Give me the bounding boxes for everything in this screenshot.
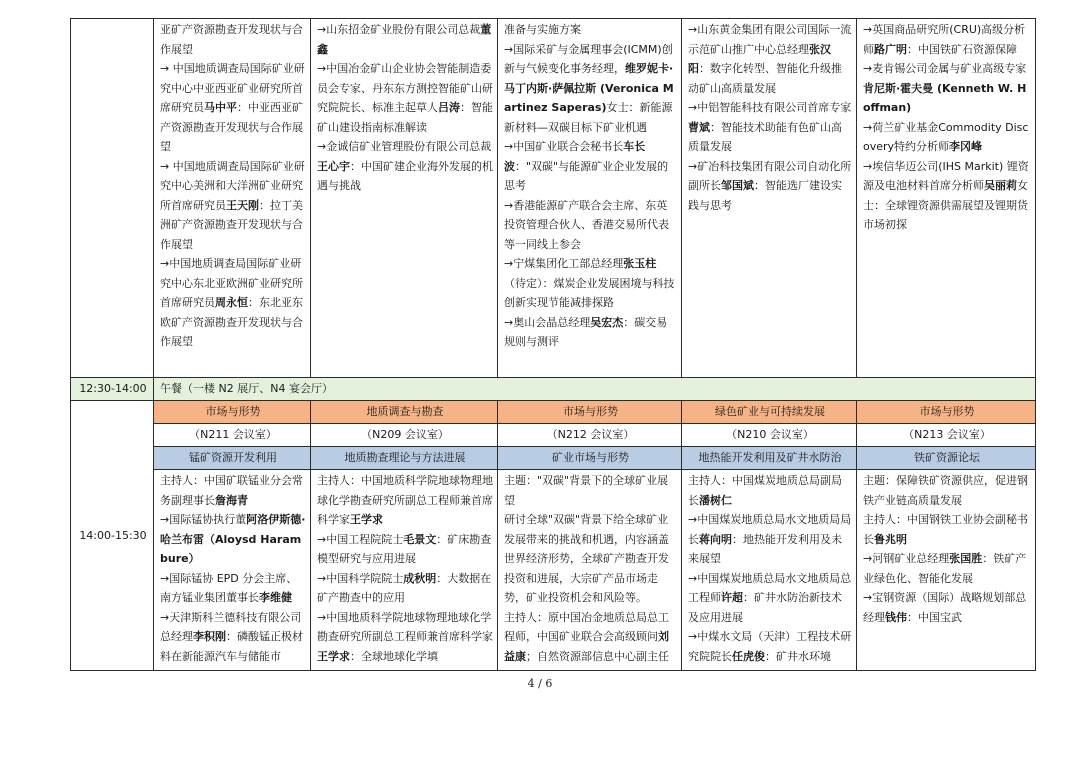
afternoon-content-row xyxy=(71,470,1036,671)
cell-text: ：智能选厂建设实践与思考 xyxy=(688,179,842,212)
cell-text: →中煤水文局（天津）工程技术研究院院长 xyxy=(688,630,852,663)
cell-text: （待定）：煤炭企业发展困境与科技创新实现节能减排探路 xyxy=(504,276,675,309)
time-cell-morning xyxy=(71,19,154,378)
cell-text: ：东北亚东欧矿产资源勘查开发现状与合作展望 xyxy=(160,296,303,348)
forum-row xyxy=(71,447,1036,470)
speaker-name: 成秋明 xyxy=(403,571,437,585)
cell-paragraph xyxy=(688,98,852,157)
page-number: 4 / 6 xyxy=(527,677,553,690)
lunch-time: 12:30-14:00 xyxy=(71,378,154,401)
speaker-name: 张汉阳 xyxy=(688,42,831,75)
cell-text: ：中国宝武 xyxy=(907,610,962,624)
cell-paragraph xyxy=(688,20,852,98)
cell-text: ：矿床勘查模型研究与应用进展 xyxy=(317,532,492,565)
room-label: （N213 会议室） xyxy=(857,424,1036,447)
speaker-name: 潘树仁 xyxy=(699,493,732,507)
cell-paragraph xyxy=(863,549,1031,588)
cell-text: 主持人：中国钢铁工业协会副秘书长 xyxy=(863,513,1028,546)
cell-text: 女士：全球锂资源供需展望及锂期货市场初探 xyxy=(863,179,1028,231)
cell-text: →国际采矿与金属理事会(ICMM)创新与气候变化事务经理， xyxy=(504,42,673,75)
speaker-name: 路广明 xyxy=(874,42,907,56)
cell-paragraph xyxy=(317,569,493,608)
cell-paragraph xyxy=(317,471,493,530)
speaker-name: 李维健 xyxy=(259,591,292,604)
cell-text: →宁煤集团化工部总经理 xyxy=(504,257,624,270)
speaker-name: 张玉柱 xyxy=(623,257,657,270)
cell-paragraph xyxy=(504,137,677,196)
morning-row xyxy=(71,19,1036,378)
cell-text: →麦肯锡公司金属与矿业高级专家 xyxy=(863,62,1027,75)
speaker-name: 刘益康 xyxy=(504,630,669,663)
cell-text: ；自然资源部信息中心副主任 xyxy=(526,649,669,663)
cell-text: →中国煤炭地质总局水文地质局总工程师 xyxy=(688,571,852,604)
speaker-name: 鲁兆明 xyxy=(874,532,907,546)
session-type: 地质调查与勘查 xyxy=(311,401,498,424)
forum-title: 矿业市场与形势 xyxy=(498,447,682,470)
cell-paragraph xyxy=(160,157,306,255)
speaker-name: 曹斌 xyxy=(688,120,710,134)
cell-text: ：中亚西亚矿产资源勘查开发现状与合作展望 xyxy=(160,101,303,153)
cell-text: ：中国矿建企业海外发展的机遇与挑战 xyxy=(317,159,493,192)
cell-text: ：大数据在矿产勘查中的应用 xyxy=(317,571,492,604)
speaker-name: 任虎俊 xyxy=(732,649,765,663)
speaker-name: 吴宏杰 xyxy=(590,315,624,329)
speaker-name: 王学求 xyxy=(350,513,383,526)
cell-text: ：矿井水防治新技术及应用进展 xyxy=(688,591,842,624)
speaker-name: 张国胜 xyxy=(949,552,983,565)
speaker-name: 马中平 xyxy=(204,101,237,114)
cell-text: →河钢矿业总经理 xyxy=(863,552,950,565)
cell-text: →中国科学院院士 xyxy=(317,571,404,585)
cell-text: ：碳交易规则与测评 xyxy=(504,315,668,348)
cell-text: ：矿井水环境 xyxy=(765,649,831,663)
cell-paragraph xyxy=(160,608,306,667)
speaker-name: 王心宇 xyxy=(317,159,350,173)
cell-text: 准备与实施方案 xyxy=(504,23,581,36)
speaker-name: 王学求 xyxy=(317,649,350,663)
session-type-row xyxy=(71,401,1036,424)
session-cell xyxy=(311,19,498,378)
cell-text: →国际锰协执行董 xyxy=(160,513,247,526)
cell-text: ：数字化转型、智能化升级推动矿山高质量发展 xyxy=(688,62,842,95)
cell-paragraph xyxy=(160,20,306,59)
cell-text: →中国地质科学院地球物理地球化学勘查研究所副总工程师兼首席科学家 xyxy=(317,610,493,643)
speaker-name: 周永恒 xyxy=(215,296,248,309)
cell-text: →天津斯科兰德科技有限公司总经理 xyxy=(160,610,302,643)
cell-text: →荷兰矿业基金Commodity Discovery特约分析师 xyxy=(863,120,1029,153)
room-label: （N209 会议室） xyxy=(311,424,498,447)
cell-text: ：智能矿山建设指南标准解读 xyxy=(317,101,493,134)
session-type: 绿色矿业与可持续发展 xyxy=(682,401,857,424)
forum-title: 锰矿资源开发利用 xyxy=(154,447,311,470)
cell-text: 亚矿产资源勘查开发现状与合作展望 xyxy=(160,23,303,56)
cell-text: ：磷酸锰正极材料在新能源汽车与储能市 xyxy=(160,630,303,663)
cell-paragraph xyxy=(160,569,306,608)
cell-text: 主持人：中国煤炭地质总局副局长 xyxy=(688,474,842,507)
forum-title: 地热能开发利用及矿井水防治 xyxy=(682,447,857,470)
cell-paragraph xyxy=(863,20,1031,59)
cell-paragraph xyxy=(160,471,306,510)
cell-text: ：智能技术助能有色矿山高质量发展 xyxy=(688,120,842,153)
cell-text: →山东招金矿业股份有限公司总裁 xyxy=(317,23,481,36)
speaker-name: 吕涛 xyxy=(438,101,460,114)
cell-paragraph xyxy=(160,254,306,352)
session-cell xyxy=(154,19,311,378)
cell-paragraph xyxy=(317,608,493,667)
cell-text: 主题：保障铁矿资源供应，促进钢铁产业链高质量发展 xyxy=(863,474,1028,507)
cell-text: →中国冶金矿山企业协会智能制造委员会专家、丹东东方测控智能矿山研究院院长、标准主起草人 xyxy=(317,62,493,114)
cell-text: 主持人：中国矿联锰业分会常务副理事长 xyxy=(160,474,303,507)
speaker-name: 李积刚 xyxy=(193,630,226,643)
cell-text: ：中国铁矿石资源保障 xyxy=(907,42,1017,56)
lunch-row xyxy=(71,378,1036,401)
speaker-name: 蒋向明 xyxy=(699,532,732,546)
speaker-name: 詹海青 xyxy=(215,493,248,507)
cell-paragraph xyxy=(863,471,1031,510)
schedule-table xyxy=(70,18,1036,671)
speaker-name: 王天刚 xyxy=(226,198,259,212)
cell-text: 主题："双碳"背景下的全球矿业展望 xyxy=(504,474,669,507)
cell-paragraph xyxy=(688,510,852,569)
cell-text: 主持人：原中国冶金地质总局总工程师，中国矿业联合会高级顾问 xyxy=(504,610,669,643)
cell-paragraph xyxy=(504,254,677,313)
cell-text: → 中国地质调查局国际矿业研究中心美洲和大洋洲矿业研究所首席研究员 xyxy=(160,159,305,212)
cell-text: ：全球地球化学填 xyxy=(350,649,438,663)
cell-paragraph xyxy=(317,530,493,569)
cell-text: →香港能源矿产联合会主席、东英投资管理合伙人、香港交易所代表等一同线上参会 xyxy=(504,198,669,251)
cell-paragraph xyxy=(504,196,677,255)
room-row xyxy=(71,424,1036,447)
session-type: 市场与形势 xyxy=(857,401,1036,424)
cell-paragraph xyxy=(688,569,852,628)
cell-paragraph xyxy=(160,59,306,157)
cell-paragraph xyxy=(863,59,1031,118)
forum-title: 铁矿资源论坛 xyxy=(857,447,1036,470)
cell-text: ：铁矿产业绿色化、智能化发展 xyxy=(863,552,1027,585)
speaker-name: 董鑫 xyxy=(317,23,492,56)
forum-title: 地质勘查理论与方法进展 xyxy=(311,447,498,470)
cell-text: ：地热能开发利用及未来展望 xyxy=(688,532,842,565)
cell-paragraph xyxy=(317,20,493,59)
cell-paragraph xyxy=(504,510,677,608)
session-cell xyxy=(857,470,1036,671)
cell-text: →宝钢资源（国际）战略规划部总经理 xyxy=(863,591,1027,624)
cell-text: →金诚信矿业管理股份有限公司总裁 xyxy=(317,140,492,153)
session-cell xyxy=(682,470,857,671)
speaker-name: 许超 xyxy=(721,591,743,604)
cell-text: ：拉丁美洲矿产资源勘查开发现状与合作展望 xyxy=(160,198,303,251)
speaker-name: 阿洛伊斯德·哈兰布雷（Aloysd Harambure） xyxy=(160,513,306,565)
session-cell xyxy=(682,19,857,378)
cell-paragraph xyxy=(317,59,493,137)
time-cell-afternoon: 14:00-15:30 xyxy=(71,401,154,671)
cell-text: →中国地质调查局国际矿业研究中心东北亚欧洲矿业研究所首席研究员 xyxy=(160,257,303,309)
cell-paragraph xyxy=(504,313,677,352)
cell-text: 研讨全球"双碳"背景下给全球矿业发展带来的挑战和机遇，内容涵盖世界经济形势，全球矿产勘查开发投资和进展，大宗矿产品市场走势，矿业投资机会和风险等。 xyxy=(504,513,669,604)
cell-paragraph xyxy=(863,588,1031,627)
speaker-name: 吴丽莉 xyxy=(984,179,1017,192)
room-label: （N210 会议室） xyxy=(682,424,857,447)
speaker-name: 毛景文 xyxy=(403,532,437,546)
cell-text: ："双碳"与能源矿业企业发展的思考 xyxy=(504,159,669,192)
cell-text: →中国工程院院士 xyxy=(317,532,404,546)
speaker-name: 肯尼斯·霍夫曼 (Kenneth W. Hoffman) xyxy=(863,81,1027,114)
cell-paragraph xyxy=(688,157,852,216)
cell-text: →山东黄金集团有限公司国际一流示范矿山推广中心总经理 xyxy=(688,23,852,56)
speaker-name: 车长波 xyxy=(504,140,646,173)
session-type: 市场与形势 xyxy=(498,401,682,424)
cell-text: →矿冶科技集团有限公司自动化所副所长 xyxy=(688,159,852,192)
speaker-name: 钱伟 xyxy=(885,610,907,624)
lunch-text: 午餐（一楼 N2 展厅、N4 宴会厅） xyxy=(154,378,1036,401)
cell-paragraph xyxy=(688,627,852,666)
cell-text: 女士：新能源新材料—双碳目标下矿业机遇 xyxy=(504,101,673,134)
speaker-name: 李冈峰 xyxy=(949,140,983,153)
cell-text: →中国煤炭地质总局水文地质局局长 xyxy=(688,513,852,546)
session-cell xyxy=(154,470,311,671)
session-cell xyxy=(498,470,682,671)
cell-text: 主持人：中国地质科学院地球物理地球化学勘查研究所副总工程师兼首席科学家 xyxy=(317,474,493,526)
cell-text: → 中国地质调查局国际矿业研究中心中亚西亚矿业研究所首席研究员 xyxy=(160,62,305,114)
room-label: （N211 会议室） xyxy=(154,424,311,447)
cell-text: →国际锰协 EPD 分会主席、南方锰业集团董事长 xyxy=(160,571,298,604)
cell-paragraph xyxy=(160,510,306,569)
speaker-name: 维罗妮卡·马丁内斯·萨佩拉斯 (Veronica Martinez Saperas) xyxy=(504,62,674,114)
session-cell xyxy=(311,470,498,671)
cell-paragraph xyxy=(863,157,1031,235)
cell-paragraph xyxy=(504,40,677,138)
session-cell xyxy=(498,19,682,378)
cell-paragraph xyxy=(504,20,677,40)
cell-text: →中国矿业联合会秘书长 xyxy=(504,140,624,153)
cell-paragraph xyxy=(688,471,852,510)
cell-text: →中铝智能科技有限公司首席专家 xyxy=(688,101,852,114)
cell-text: →英国商品研究所(CRU)高级分析师 xyxy=(863,23,1026,56)
cell-paragraph xyxy=(504,608,677,667)
cell-paragraph xyxy=(863,510,1031,549)
cell-text: →埃信华迈公司(IHS Markit) 锂资源及电池材料首席分析师 xyxy=(863,159,1029,192)
cell-paragraph xyxy=(504,471,677,510)
speaker-name: 邹国斌 xyxy=(721,179,754,192)
session-type: 市场与形势 xyxy=(154,401,311,424)
room-label: （N212 会议室） xyxy=(498,424,682,447)
cell-paragraph xyxy=(317,137,493,196)
cell-paragraph xyxy=(863,118,1031,157)
cell-text: →奥山会晶总经理 xyxy=(504,315,591,329)
session-cell xyxy=(857,19,1036,378)
